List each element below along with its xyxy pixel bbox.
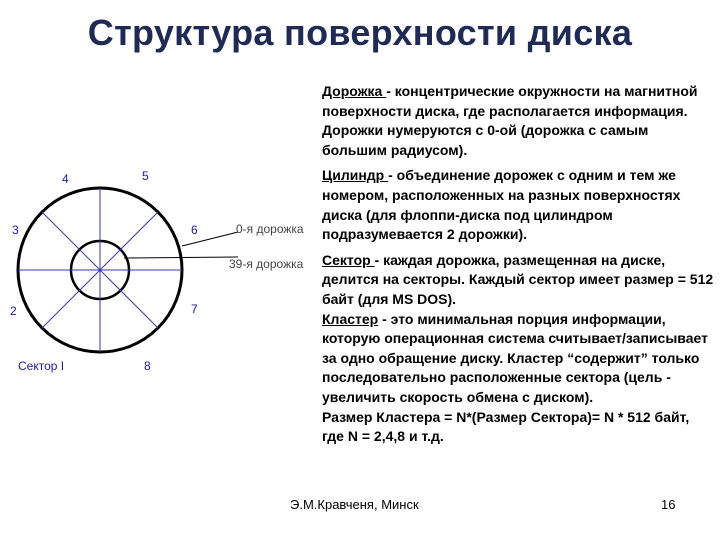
sector-number-3: 3 <box>12 223 19 237</box>
footer-author: Э.М.Кравченя, Минск <box>290 497 419 512</box>
sector-1-label: Сектор I <box>18 359 65 373</box>
sector-number-7: 7 <box>191 302 198 316</box>
sector-number-5: 5 <box>142 169 149 183</box>
cylinder-term: Цилиндр <box>322 167 389 184</box>
definitions-text <box>322 82 714 447</box>
cluster-size-formula: Размер Кластера = N*(Размер Сектора)= N * 512 байт, где N = 2,4,8 и т.д. <box>322 408 690 445</box>
sector-lines <box>18 188 182 352</box>
sector-text: - каждая дорожка, размещенная на диске, делится на секторы. Каждый сектор имеет размер = 512 байт (для MS DOS). <box>322 251 714 307</box>
cluster-definition <box>322 310 714 408</box>
cluster-term: Кластер <box>322 310 379 327</box>
track-term: Дорожка <box>322 83 387 99</box>
sector-number-4: 4 <box>62 172 69 186</box>
track39-pointer-line <box>124 257 238 258</box>
track-text: - концентрические окружности на магнитной поверхности диска, где располагается информация. Дорожки нумеруются с 0-ой (дорожка с самым большим радиусом). <box>322 83 698 158</box>
track-0-label: 0-я дорожка <box>236 222 304 236</box>
sector-number-2: 2 <box>10 304 17 318</box>
slide-title: Структура поверхности диска <box>87 12 633 53</box>
disk-surface-diagram <box>0 150 320 390</box>
page-number: 16 <box>661 497 676 512</box>
track-definition <box>322 82 714 160</box>
sector-number-8: 8 <box>144 359 151 373</box>
cylinder-text: - объединение дорожек с одним и тем же номером, расположенных на разных поверхностях диска (для флоппи-диска под цилиндром подразумевается 2 дорожки). <box>322 167 681 243</box>
cluster-text: - это минимальная порция информации, которую операционная система считывает/записывает за одно обращение диску. Кластер “содержит” только последовательно расположенные сектора (цель - увеличить скорость обмена с диском). <box>322 310 708 405</box>
sector-number-6: 6 <box>191 223 198 237</box>
sector-term: Сектор <box>322 251 375 268</box>
sector-definition <box>322 251 714 310</box>
track-39-label: 39-я дорожка <box>229 257 304 271</box>
cylinder-definition <box>322 166 714 244</box>
